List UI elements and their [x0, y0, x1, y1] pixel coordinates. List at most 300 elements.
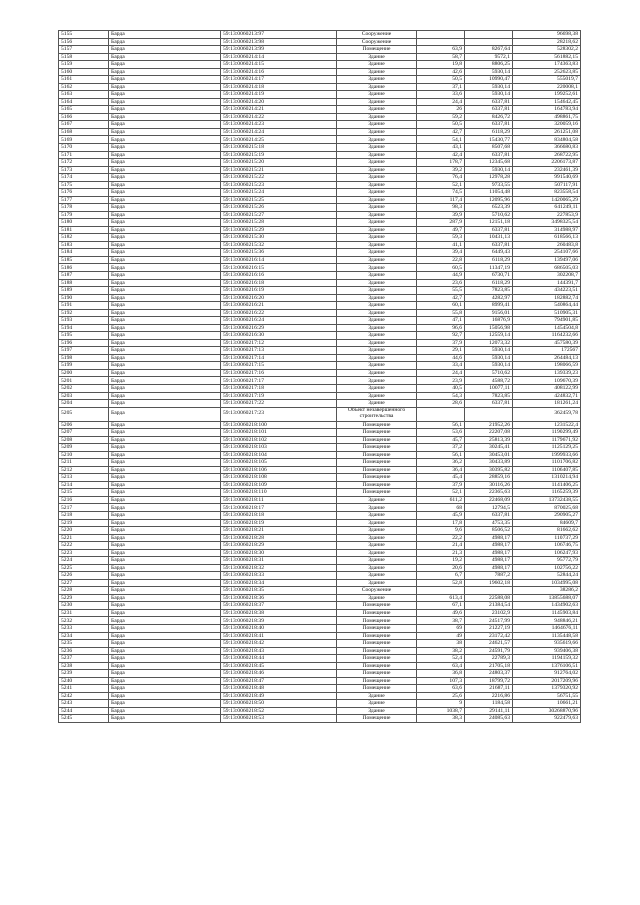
unit-rate-cell: 12073,32	[465, 339, 513, 347]
area-cell: 39,9	[417, 211, 465, 219]
location-cell: Барда	[109, 459, 221, 467]
cadastral-number-cell: 59:13:0060214:24	[221, 128, 337, 136]
object-type-cell: Здание	[337, 181, 417, 189]
object-type-cell: Помещение	[337, 715, 417, 723]
object-type-cell: Помещение	[337, 617, 417, 625]
location-cell: Барда	[109, 204, 221, 212]
table-row	[59, 489, 581, 497]
row-number: 5239	[59, 670, 109, 678]
row-number: 5197	[59, 347, 109, 355]
area-cell: 49	[417, 632, 465, 640]
row-number: 5205	[59, 407, 109, 421]
cadastral-value-cell: 182882,74	[513, 294, 581, 302]
location-cell: Барда	[109, 579, 221, 587]
unit-rate-cell: 16876,9	[465, 317, 513, 325]
table-row	[59, 68, 581, 76]
cadastral-number-cell: 59:13:0060214:25	[221, 136, 337, 144]
cadastral-value-cell: 172567	[513, 347, 581, 355]
unit-rate-cell: 24803,37	[465, 670, 513, 678]
table-row	[59, 692, 581, 700]
table-row	[59, 384, 581, 392]
unit-rate-cell: 6337,81	[465, 241, 513, 249]
unit-rate-cell: 6337,81	[465, 512, 513, 520]
unit-rate-cell: 4988,17	[465, 549, 513, 557]
unit-rate-cell: 5930,14	[465, 166, 513, 174]
object-type-cell: Здание	[337, 339, 417, 347]
unit-rate-cell: 21952,26	[465, 421, 513, 429]
unit-rate-cell: 21227,19	[465, 624, 513, 632]
unit-rate-cell: 9572,1	[465, 53, 513, 61]
cadastral-value-cell: 1034995,08	[513, 579, 581, 587]
cadastral-value-cell: 1164232,66	[513, 332, 581, 340]
row-number: 5218	[59, 512, 109, 520]
table-row	[59, 309, 581, 317]
area-cell: 9	[417, 700, 465, 708]
table-row	[59, 504, 581, 512]
row-number: 5172	[59, 159, 109, 167]
table-row	[59, 579, 581, 587]
unit-rate-cell: 22789,3	[465, 655, 513, 663]
cadastral-value-cell: 164783,94	[513, 106, 581, 114]
row-number: 5226	[59, 572, 109, 580]
cadastral-value-cell: 102756,22	[513, 564, 581, 572]
object-type-cell: Помещение	[337, 436, 417, 444]
cadastral-number-cell: 59:13:0060218:53	[221, 715, 337, 723]
cadastral-value-cell: 2017209,96	[513, 677, 581, 685]
unit-rate-cell: 23102,9	[465, 609, 513, 617]
location-cell: Барда	[109, 339, 221, 347]
row-number: 5171	[59, 151, 109, 159]
unit-rate-cell: 8999,41	[465, 302, 513, 310]
cadastral-number-cell: 59:13:0060214:15	[221, 61, 337, 69]
area-cell: 42,7	[417, 294, 465, 302]
object-type-cell: Здание	[337, 512, 417, 520]
unit-rate-cell: 5710,62	[465, 369, 513, 377]
row-number: 5190	[59, 294, 109, 302]
cadastral-number-cell: 59:13:0060214:14	[221, 53, 337, 61]
location-cell: Барда	[109, 46, 221, 54]
cadastral-value-cell: 264484,13	[513, 354, 581, 362]
location-cell: Барда	[109, 174, 221, 182]
cadastral-number-cell: 59:13:0060218:38	[221, 609, 337, 617]
unit-rate-cell: 30245,41	[465, 444, 513, 452]
cadastral-number-cell: 59:13:0060218:101	[221, 429, 337, 437]
unit-rate-cell: 24517,99	[465, 617, 513, 625]
cadastral-value-cell: 1145903,84	[513, 609, 581, 617]
object-type-cell: Здание	[337, 519, 417, 527]
cadastral-number-cell: 59:13:0060213:97	[221, 31, 337, 39]
area-cell: 178,7	[417, 159, 465, 167]
location-cell: Барда	[109, 294, 221, 302]
area-cell: 47,1	[417, 317, 465, 325]
table-row	[59, 587, 581, 595]
unit-rate-cell: 21705,18	[465, 662, 513, 670]
location-cell: Барда	[109, 219, 221, 227]
cadastral-value-cell: 1141406,25	[513, 481, 581, 489]
object-type-cell: Здание	[337, 121, 417, 129]
location-cell: Барда	[109, 241, 221, 249]
area-cell: 52,8	[417, 579, 465, 587]
area-cell: 26	[417, 106, 465, 114]
cadastral-value-cell: 561882,15	[513, 53, 581, 61]
unit-rate-cell: 12559,14	[465, 332, 513, 340]
cadastral-number-cell: 59:13:0060215:25	[221, 196, 337, 204]
row-number: 5194	[59, 324, 109, 332]
cadastral-number-cell: 59:13:0060218:41	[221, 632, 337, 640]
location-cell: Барда	[109, 362, 221, 370]
cadastral-number-cell: 59:13:0060216:19	[221, 287, 337, 295]
area-cell: 1038,7	[417, 707, 465, 715]
row-number: 5214	[59, 481, 109, 489]
row-number: 5215	[59, 489, 109, 497]
cadastral-number-cell: 59:13:0060217:14	[221, 354, 337, 362]
cadastral-value-cell: 948846,21	[513, 617, 581, 625]
cadastral-number-cell: 59:13:0060218:109	[221, 481, 337, 489]
cadastral-value-cell: 220008,1	[513, 83, 581, 91]
table-row	[59, 444, 581, 452]
table-row	[59, 564, 581, 572]
location-cell: Барда	[109, 151, 221, 159]
location-cell: Барда	[109, 128, 221, 136]
location-cell: Барда	[109, 527, 221, 535]
area-cell: 50,5	[417, 76, 465, 84]
table-row	[59, 159, 581, 167]
cadastral-value-cell: 1165259,39	[513, 489, 581, 497]
cadastral-value-cell: 227853,9	[513, 211, 581, 219]
unit-rate-cell: 24621,57	[465, 640, 513, 648]
object-type-cell: Помещение	[337, 46, 417, 54]
location-cell: Барда	[109, 234, 221, 242]
unit-rate-cell: 4988,17	[465, 534, 513, 542]
unit-rate-cell	[465, 407, 513, 421]
unit-rate-cell: 7823,85	[465, 287, 513, 295]
unit-rate-cell: 5930,14	[465, 91, 513, 99]
object-type-cell: Здание	[337, 527, 417, 535]
unit-rate-cell: 4588,72	[465, 377, 513, 385]
cadastral-value-cell: 13855688,07	[513, 594, 581, 602]
row-number: 5231	[59, 609, 109, 617]
object-type-cell: Здание	[337, 362, 417, 370]
area-cell: 29,1	[417, 347, 465, 355]
location-cell: Барда	[109, 436, 221, 444]
row-number: 5163	[59, 91, 109, 99]
cadastral-number-cell: 59:13:0060218:37	[221, 602, 337, 610]
table-row	[59, 76, 581, 84]
area-cell: 38,2	[417, 647, 465, 655]
unit-rate-cell: 30395,82	[465, 466, 513, 474]
area-cell: 107,3	[417, 677, 465, 685]
cadastral-value-cell: 96698,38	[513, 31, 581, 39]
cadastral-number-cell: 59:13:0060218:19	[221, 519, 337, 527]
cadastral-value-cell: 268722,95	[513, 151, 581, 159]
cadastral-value-cell: 144391,7	[513, 279, 581, 287]
location-cell: Барда	[109, 421, 221, 429]
cadastral-value-cell: 618566,13	[513, 234, 581, 242]
area-cell: 37,1	[417, 83, 465, 91]
location-cell: Барда	[109, 617, 221, 625]
cadastral-number-cell: 59:13:0060218:48	[221, 685, 337, 693]
cadastral-number-cell: 59:13:0060218:47	[221, 677, 337, 685]
unit-rate-cell: 10431,13	[465, 234, 513, 242]
row-number: 5177	[59, 196, 109, 204]
table-row	[59, 474, 581, 482]
location-cell: Барда	[109, 189, 221, 197]
cadastral-value-cell: 106746,75	[513, 542, 581, 550]
table-row	[59, 594, 581, 602]
cadastral-value-cell: 13732438,55	[513, 496, 581, 504]
unit-rate-cell: 11054,48	[465, 189, 513, 197]
area-cell: 24,4	[417, 369, 465, 377]
area-cell: 38,3	[417, 715, 465, 723]
cadastral-value-cell: 260483,8	[513, 241, 581, 249]
area-cell: 59,3	[417, 234, 465, 242]
area-cell	[417, 407, 465, 421]
area-cell: 39,4	[417, 249, 465, 257]
cadastral-number-cell: 59:13:0060215:20	[221, 159, 337, 167]
cadastral-number-cell: 59:13:0060214:20	[221, 98, 337, 106]
cadastral-value-cell: 1310214,94	[513, 474, 581, 482]
unit-rate-cell: 5930,14	[465, 347, 513, 355]
object-type-cell: Здание	[337, 302, 417, 310]
area-cell: 69	[417, 624, 465, 632]
location-cell: Барда	[109, 113, 221, 121]
object-type-cell: Помещение	[337, 451, 417, 459]
cadastral-number-cell: 59:13:0060217:19	[221, 392, 337, 400]
object-type-cell: Здание	[337, 143, 417, 151]
row-number: 5200	[59, 369, 109, 377]
area-cell: 67,1	[417, 602, 465, 610]
cadastral-number-cell: 59:13:0060217:13	[221, 347, 337, 355]
row-number: 5203	[59, 392, 109, 400]
table-row	[59, 143, 581, 151]
unit-rate-cell: 6449,43	[465, 249, 513, 257]
table-row	[59, 459, 581, 467]
location-cell: Барда	[109, 602, 221, 610]
row-number: 5158	[59, 53, 109, 61]
cadastral-value-cell: 302208,7	[513, 272, 581, 280]
cadastral-value-table	[58, 30, 581, 723]
location-cell: Барда	[109, 655, 221, 663]
cadastral-value-cell: 408122,99	[513, 384, 581, 392]
cadastral-value-cell: 109670,39	[513, 377, 581, 385]
object-type-cell: Здание	[337, 324, 417, 332]
object-type-cell: Здание	[337, 384, 417, 392]
location-cell: Барда	[109, 272, 221, 280]
location-cell: Барда	[109, 317, 221, 325]
area-cell: 287,9	[417, 219, 465, 227]
cadastral-number-cell: 59:13:0060218:18	[221, 512, 337, 520]
row-number: 5211	[59, 459, 109, 467]
cadastral-value-cell: 991540,69	[513, 174, 581, 182]
object-type-cell: Здание	[337, 557, 417, 565]
row-number: 5159	[59, 61, 109, 69]
cadastral-value-cell: 686505,03	[513, 264, 581, 272]
location-cell: Барда	[109, 302, 221, 310]
table-row	[59, 174, 581, 182]
cadastral-number-cell: 59:13:0060218:105	[221, 459, 337, 467]
cadastral-value-cell: 1190299,49	[513, 429, 581, 437]
table-row	[59, 136, 581, 144]
cadastral-number-cell: 59:13:0060218:52	[221, 707, 337, 715]
cadastral-value-cell: 28218,62	[513, 38, 581, 46]
cadastral-value-cell: 3498325,54	[513, 219, 581, 227]
unit-rate-cell: 5710,62	[465, 211, 513, 219]
cadastral-number-cell: 59:13:0060215:28	[221, 219, 337, 227]
row-number: 5240	[59, 677, 109, 685]
table-row	[59, 481, 581, 489]
cadastral-value-cell: 1101706,82	[513, 459, 581, 467]
area-cell: 74,5	[417, 189, 465, 197]
unit-rate-cell: 9733,55	[465, 181, 513, 189]
cadastral-number-cell: 59:13:0060216:21	[221, 302, 337, 310]
cadastral-number-cell: 59:13:0060216:14	[221, 256, 337, 264]
cadastral-value-cell: 232461,39	[513, 166, 581, 174]
object-type-cell: Здание	[337, 369, 417, 377]
cadastral-number-cell: 59:13:0060215:24	[221, 189, 337, 197]
cadastral-value-cell: 1464676,11	[513, 624, 581, 632]
object-type-cell: Здание	[337, 91, 417, 99]
location-cell: Барда	[109, 249, 221, 257]
area-cell: 44,6	[417, 354, 465, 362]
cadastral-number-cell: 59:13:0060215:26	[221, 204, 337, 212]
unit-rate-cell: 9156,01	[465, 309, 513, 317]
area-cell: 54,1	[417, 136, 465, 144]
cadastral-number-cell: 59:13:0060218:106	[221, 466, 337, 474]
object-type-cell: Здание	[337, 241, 417, 249]
object-type-cell: Здание	[337, 68, 417, 76]
table-row	[59, 700, 581, 708]
area-cell: 23,6	[417, 279, 465, 287]
area-cell: 24,4	[417, 98, 465, 106]
area-cell: 36,8	[417, 670, 465, 678]
object-type-cell: Помещение	[337, 609, 417, 617]
object-type-cell: Здание	[337, 174, 417, 182]
location-cell: Барда	[109, 481, 221, 489]
unit-rate-cell: 22588,08	[465, 594, 513, 602]
object-type-cell: Здание	[337, 256, 417, 264]
object-type-cell: Здание	[337, 594, 417, 602]
table-row	[59, 272, 581, 280]
location-cell: Барда	[109, 324, 221, 332]
table-row	[59, 617, 581, 625]
object-type-cell: Здание	[337, 317, 417, 325]
area-cell: 45,9	[417, 512, 465, 520]
unit-rate-cell: 22468,09	[465, 496, 513, 504]
row-number: 5244	[59, 707, 109, 715]
unit-rate-cell: 5930,14	[465, 362, 513, 370]
area-cell: 55,8	[417, 309, 465, 317]
table-row	[59, 347, 581, 355]
table-row	[59, 226, 581, 234]
unit-rate-cell: 12978,28	[465, 174, 513, 182]
cadastral-value-cell: 870025,68	[513, 504, 581, 512]
unit-rate-cell: 5930,14	[465, 68, 513, 76]
area-cell: 56,1	[417, 421, 465, 429]
unit-rate-cell: 5930,14	[465, 354, 513, 362]
cadastral-number-cell: 59:13:0060218:36	[221, 594, 337, 602]
location-cell: Барда	[109, 451, 221, 459]
row-number: 5157	[59, 46, 109, 54]
object-type-cell: Помещение	[337, 640, 417, 648]
location-cell: Барда	[109, 594, 221, 602]
location-cell: Барда	[109, 369, 221, 377]
cadastral-value-cell: 198066,59	[513, 362, 581, 370]
table-row	[59, 53, 581, 61]
area-cell	[417, 38, 465, 46]
row-number: 5189	[59, 287, 109, 295]
row-number: 5220	[59, 527, 109, 535]
row-number: 5225	[59, 564, 109, 572]
area-cell: 37,9	[417, 339, 465, 347]
location-cell: Барда	[109, 61, 221, 69]
cadastral-value-cell: 81662,62	[513, 527, 581, 535]
location-cell: Барда	[109, 196, 221, 204]
unit-rate-cell: 30453,01	[465, 451, 513, 459]
cadastral-value-cell: 834804,58	[513, 136, 581, 144]
cadastral-number-cell: 59:13:0060218:104	[221, 451, 337, 459]
location-cell: Барда	[109, 287, 221, 295]
cadastral-number-cell: 59:13:0060215:32	[221, 241, 337, 249]
location-cell: Барда	[109, 534, 221, 542]
table-row	[59, 707, 581, 715]
cadastral-value-cell: 2206173,87	[513, 159, 581, 167]
cadastral-value-cell: 1231522,4	[513, 421, 581, 429]
cadastral-value-cell: 507117,91	[513, 181, 581, 189]
object-type-cell: Здание	[337, 534, 417, 542]
row-number: 5186	[59, 264, 109, 272]
row-number: 5166	[59, 113, 109, 121]
object-type-cell: Здание	[337, 166, 417, 174]
cadastral-value-cell: 139339,23	[513, 369, 581, 377]
unit-rate-cell: 6337,81	[465, 400, 513, 408]
table-row	[59, 302, 581, 310]
row-number: 5168	[59, 128, 109, 136]
unit-rate-cell: 22207,08	[465, 429, 513, 437]
object-type-cell: Здание	[337, 572, 417, 580]
area-cell: 36,2	[417, 459, 465, 467]
area-cell: 23,9	[417, 377, 465, 385]
object-type-cell: Здание	[337, 496, 417, 504]
table-row	[59, 466, 581, 474]
area-cell	[417, 31, 465, 39]
area-cell: 22,8	[417, 256, 465, 264]
area-cell: 63,4	[417, 662, 465, 670]
object-type-cell: Здание	[337, 106, 417, 114]
object-type-cell: Помещение	[337, 429, 417, 437]
object-type-cell: Здание	[337, 264, 417, 272]
object-type-cell: Здание	[337, 504, 417, 512]
object-type-cell: Здание	[337, 309, 417, 317]
cadastral-value-cell: 30268870,96	[513, 707, 581, 715]
object-type-cell: Здание	[337, 219, 417, 227]
table-row	[59, 436, 581, 444]
unit-rate-cell: 8506,52	[465, 527, 513, 535]
cadastral-value-cell: 922479,63	[513, 715, 581, 723]
area-cell: 42,4	[417, 151, 465, 159]
table-row	[59, 451, 581, 459]
table-row	[59, 294, 581, 302]
cadastral-value-cell: 823558,54	[513, 189, 581, 197]
area-cell: 43,1	[417, 143, 465, 151]
location-cell: Барда	[109, 670, 221, 678]
cadastral-value-cell: 254107,66	[513, 249, 581, 257]
object-type-cell: Здание	[337, 83, 417, 91]
table-row	[59, 241, 581, 249]
row-number: 5195	[59, 332, 109, 340]
row-number: 5161	[59, 76, 109, 84]
cadastral-number-cell: 59:13:0060218:43	[221, 647, 337, 655]
row-number: 5210	[59, 451, 109, 459]
